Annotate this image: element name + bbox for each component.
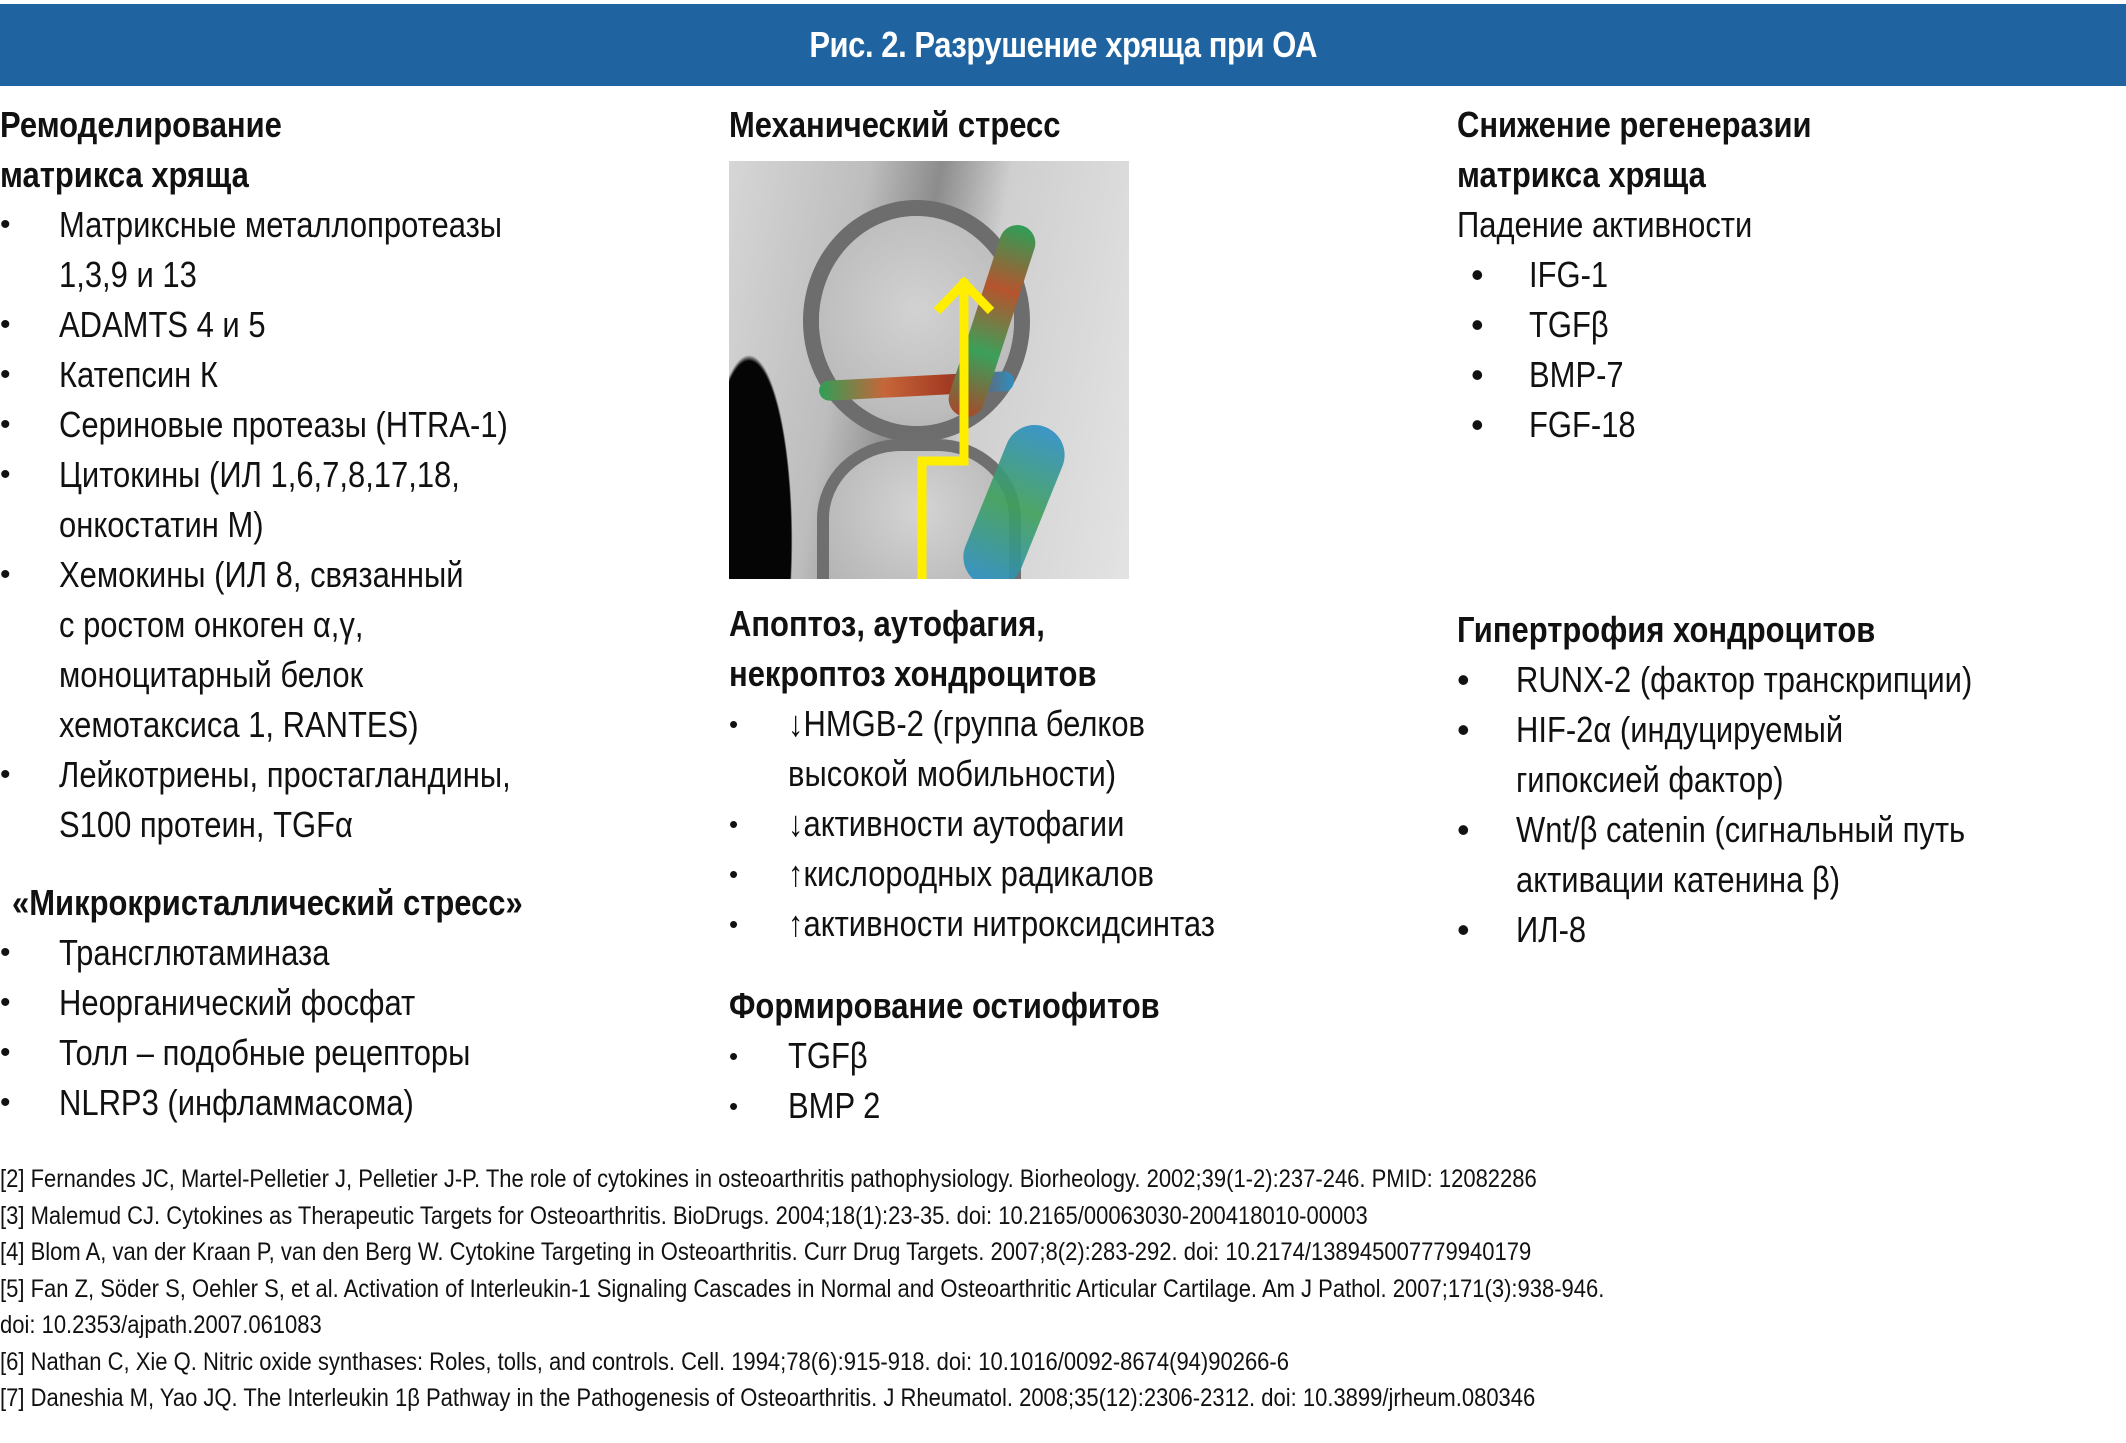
figure-title: Рис. 2. Разрушение хряща при ОА xyxy=(809,24,1317,65)
bullet-icon: • xyxy=(0,1086,11,1119)
bullet-icon: • xyxy=(1471,254,1484,295)
bullet-list xyxy=(729,1031,1419,1131)
bullet-list xyxy=(1457,655,2047,955)
reference-item: [4] Blom A, van der Kraan P, van den Berg W. Cytokine Targeting in Osteoarthritis. Curr Drug Targets. 2007;8(2):283-292. doi: 10.2174/138945007779940179 xyxy=(0,1238,1532,1266)
bullet-icon: • xyxy=(1471,304,1484,345)
list-item xyxy=(1457,905,2047,955)
bullet-icon: • xyxy=(0,458,11,491)
section-heading: Гипертрофия хондроцитов xyxy=(1457,609,1876,650)
section-heading-line: Ремоделирование xyxy=(0,104,282,145)
list-item xyxy=(729,899,1419,949)
bullet-list xyxy=(0,928,700,1128)
list-item-text: Сериновые протеазы (HTRA-1) xyxy=(59,404,508,445)
list-item-text: Wnt/β catenin (сигнальный путь xyxy=(1516,809,1966,850)
list-item xyxy=(0,550,700,600)
bullet-icon: • xyxy=(1457,809,1470,850)
list-item xyxy=(0,978,700,1028)
list-item-continuation xyxy=(0,700,700,750)
section-osteophytes xyxy=(729,981,1419,1131)
list-item-text: ↑активности нитроксидсинтаз xyxy=(788,903,1215,944)
list-item xyxy=(729,849,1419,899)
list-item-text: BMP 2 xyxy=(788,1085,881,1126)
mri-knee-image xyxy=(729,161,1129,579)
bullet-icon: • xyxy=(729,859,739,889)
bullet-icon: • xyxy=(1457,659,1470,700)
list-item xyxy=(0,1028,700,1078)
bullet-icon: • xyxy=(0,358,11,391)
column-matrix-remodeling xyxy=(0,100,700,1128)
list-item-text: TGFβ xyxy=(1529,304,1609,345)
column-regeneration xyxy=(1457,100,2126,950)
list-item xyxy=(1457,300,2126,350)
list-item-text: NLRP3 (инфламмасома) xyxy=(59,1082,414,1123)
list-item-text: FGF-18 xyxy=(1529,404,1636,445)
section-heading: Механический стресс xyxy=(729,104,1061,145)
list-item xyxy=(1457,350,2126,400)
bullet-icon: • xyxy=(0,758,11,791)
bullet-icon: • xyxy=(729,709,739,739)
list-item xyxy=(0,1078,700,1128)
list-item xyxy=(1457,705,2047,755)
reference-item: [3] Malemud CJ. Cytokines as Therapeutic Targets for Osteoarthritis. BioDrugs. 2004;18(1):23-35. doi: 10.2165/00063030-200418010-00003 xyxy=(0,1201,1368,1230)
reference-item: [6] Nathan C, Xie Q. Nitric oxide synthases: Roles, tolls, and controls. Cell. 1994;78(6):915-918. doi: 10.1016/0092-8674(94)90266-6 xyxy=(0,1347,1289,1376)
list-item-text: Неорганический фосфат xyxy=(59,982,416,1023)
list-item-text: Толл – подобные рецепторы xyxy=(59,1032,471,1073)
list-item xyxy=(0,300,700,350)
section-heading: «Микрокристаллический стресс» xyxy=(12,882,523,923)
list-item xyxy=(729,1031,1419,1081)
section-microcrystal-stress xyxy=(0,878,700,1128)
list-item-continuation xyxy=(729,749,1419,799)
list-item-text: HIF-2α (индуцируемый xyxy=(1516,709,1844,750)
section-heading-line: Снижение регенеразии xyxy=(1457,104,1812,145)
section-heading-line: некроптоз хондроцитов xyxy=(729,653,1097,694)
list-item-text: ↓HMGB-2 (группа белков xyxy=(788,703,1145,744)
list-item-continuation xyxy=(1457,855,2047,905)
reference-item: [2] Fernandes JC, Martel-Pelletier J, Pelletier J-P. The role of cytokines in osteoarthritis pathophysiology. Biorheology. 2002;39(1-2):237-246. PMID: 12082286 xyxy=(0,1165,1537,1193)
bullet-icon: • xyxy=(0,936,11,969)
list-item-continuation xyxy=(1457,755,2047,805)
list-item xyxy=(729,799,1419,849)
list-item-continuation xyxy=(0,800,700,850)
list-item xyxy=(0,450,700,500)
list-item-text: гипоксией фактор) xyxy=(1516,759,1784,800)
section-apoptosis xyxy=(729,599,1419,949)
list-item xyxy=(0,750,700,800)
bullet-icon: • xyxy=(0,208,11,241)
section-heading: Формирование остиофитов xyxy=(729,985,1160,1026)
list-item-text: S100 протеин, TGFα xyxy=(59,804,353,845)
list-item-text: Цитокины (ИЛ 1,6,7,8,17,18, xyxy=(59,454,460,495)
list-item xyxy=(1457,250,2126,300)
list-item-text: хемотаксиса 1, RANTES) xyxy=(59,704,419,745)
column-mechanical-stress xyxy=(729,100,1419,1131)
bullet-icon: • xyxy=(729,1091,739,1121)
list-item-text: Трансглютаминаза xyxy=(59,932,330,973)
list-item-text: моноцитарный белок xyxy=(59,654,364,695)
list-item-text: Хемокины (ИЛ 8, связанный xyxy=(59,554,464,595)
list-item-text: Катепсин К xyxy=(59,354,218,395)
reference-item: [5] Fan Z, Söder S, Oehler S, et al. Activation of Interleukin-1 Signaling Cascades in Normal and Osteoarthritic Articular Cartilage. Am J Pathol. 2007;171(3):938-946. xyxy=(0,1274,1605,1303)
list-item xyxy=(1457,805,2047,855)
reference-item: [7] Daneshia M, Yao JQ. The Interleukin 1β Pathway in the Pathogenesis of Osteoarthritis. J Rheumatol. 2008;35(12):2306-2312. doi: 10.3899/jrheum.080346 xyxy=(0,1384,1536,1412)
section-regeneration-decrease xyxy=(1457,100,2126,450)
list-item xyxy=(729,1081,1419,1131)
list-item xyxy=(729,699,1419,749)
figure-header-bar xyxy=(0,4,2126,86)
references-list xyxy=(0,1161,2126,1417)
list-item-text: IFG-1 xyxy=(1529,254,1609,295)
list-item xyxy=(0,350,700,400)
list-item-continuation xyxy=(0,250,700,300)
list-item-continuation xyxy=(0,650,700,700)
yellow-arrow-icon xyxy=(729,161,1129,579)
list-item-text: TGFβ xyxy=(788,1035,868,1076)
list-item xyxy=(0,400,700,450)
list-item xyxy=(1457,400,2126,450)
section-heading-line: Апоптоз, аутофагия, xyxy=(729,603,1045,644)
reference-item: doi: 10.2353/ajpath.2007.061083 xyxy=(0,1311,322,1339)
bullet-icon: • xyxy=(0,308,11,341)
list-item-text: BMP-7 xyxy=(1529,354,1624,395)
list-item-text: с ростом онкоген α,γ, xyxy=(59,604,364,645)
bullet-list xyxy=(729,699,1419,949)
list-item xyxy=(0,928,700,978)
bullet-icon: • xyxy=(0,408,11,441)
section-heading-line: матрикса хряща xyxy=(0,154,249,195)
bullet-icon: • xyxy=(0,1036,11,1069)
section-mechanical-stress xyxy=(729,100,1419,579)
list-item-text: ↑кислородных радикалов xyxy=(788,853,1155,894)
list-item-continuation xyxy=(0,600,700,650)
list-item xyxy=(0,200,700,250)
bullet-list xyxy=(1457,250,2126,450)
list-item-text: ADAMTS 4 и 5 xyxy=(59,304,266,345)
list-item-continuation xyxy=(0,500,700,550)
bullet-icon: • xyxy=(0,986,11,1019)
list-item-text: RUNX-2 (фактор транскрипции) xyxy=(1516,659,1973,700)
list-item-text: Лейкотриены, простагландины, xyxy=(59,754,511,795)
list-item-text: активации катенина β) xyxy=(1516,859,1841,900)
bullet-icon: • xyxy=(1457,709,1470,750)
list-item-text: Матриксные металлопротеазы xyxy=(59,204,503,245)
bullet-icon: • xyxy=(729,1041,739,1071)
bullet-icon: • xyxy=(729,909,739,939)
section-chondrocyte-hypertrophy xyxy=(1457,605,2047,955)
bullet-icon: • xyxy=(729,809,739,839)
bullet-list xyxy=(0,200,700,850)
list-item-text: 1,3,9 и 13 xyxy=(59,254,197,295)
list-item-text: онкостатин М) xyxy=(59,504,264,545)
bullet-icon: • xyxy=(1471,404,1484,445)
list-item-text: ИЛ-8 xyxy=(1516,909,1587,950)
bullet-icon: • xyxy=(1457,909,1470,950)
list-item xyxy=(1457,655,2047,705)
list-item-text: высокой мобильности) xyxy=(788,753,1117,794)
bullet-icon: • xyxy=(0,558,11,591)
section-heading-line: матрикса хряща xyxy=(1457,154,1706,195)
list-item-text: ↓активности аутофагии xyxy=(788,803,1125,844)
section-matrix-remodeling xyxy=(0,100,700,850)
section-subheading: Падение активности xyxy=(1457,204,1753,245)
bullet-icon: • xyxy=(1471,354,1484,395)
